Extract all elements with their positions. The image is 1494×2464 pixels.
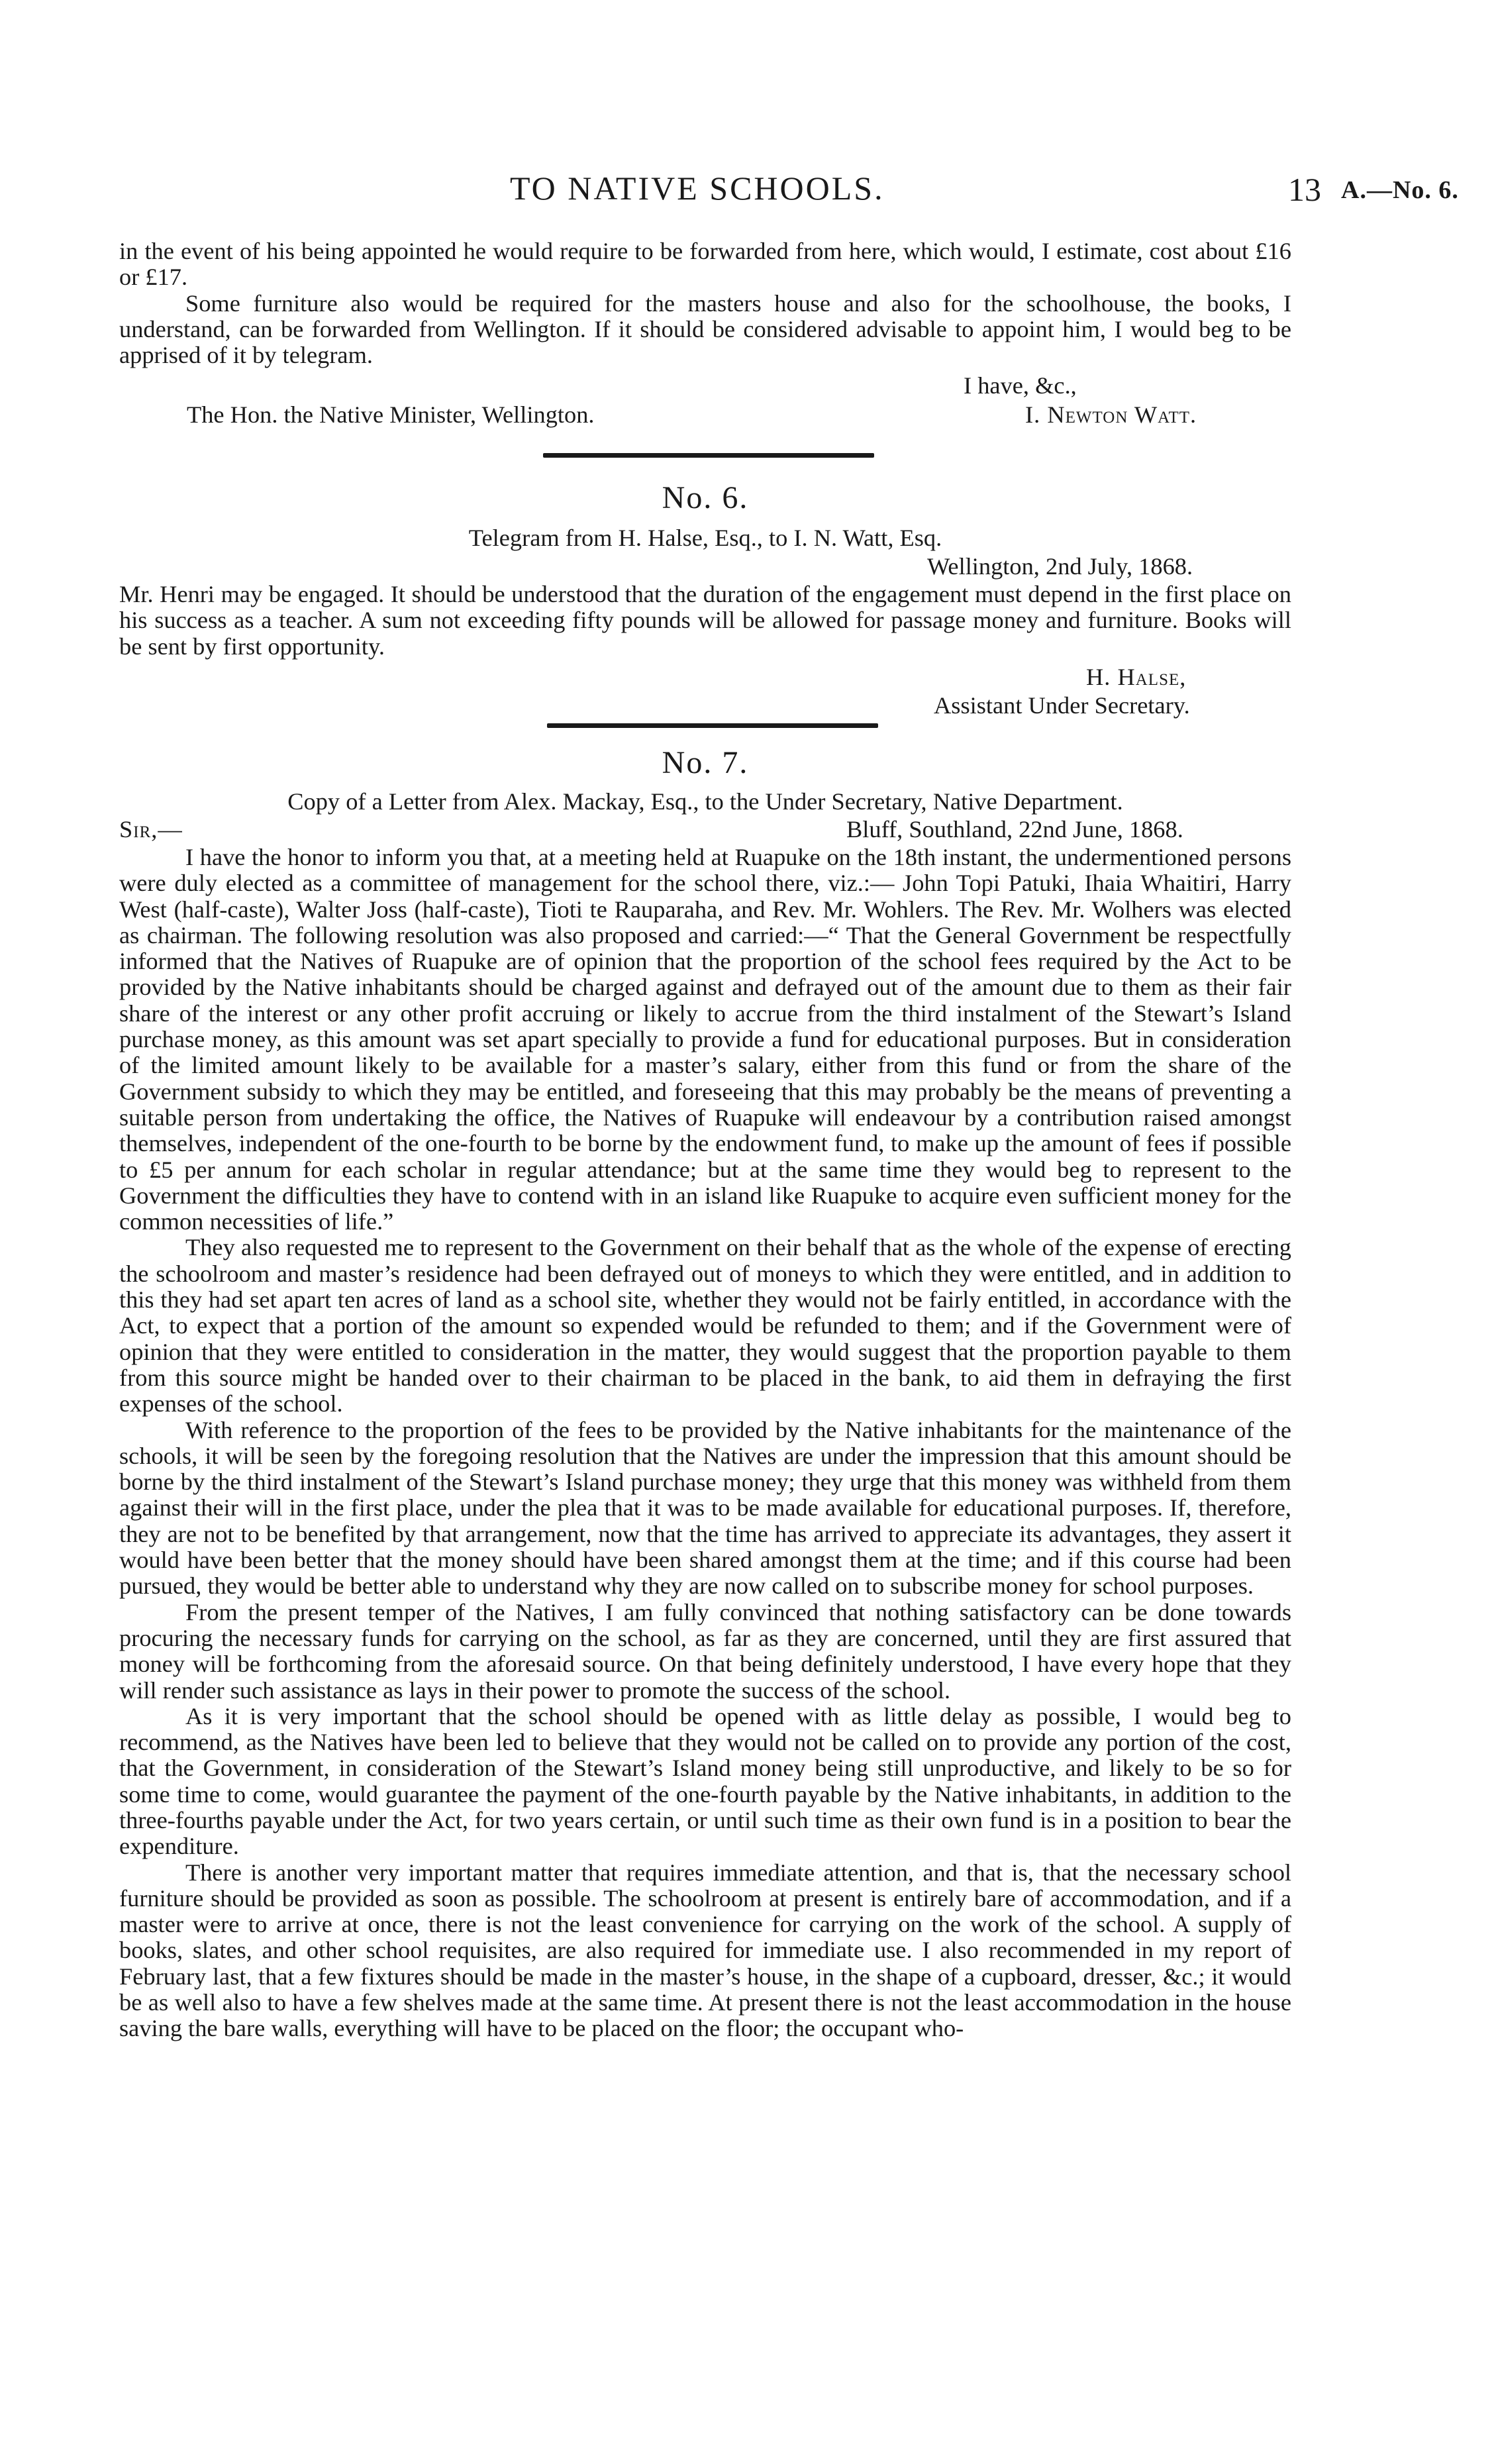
no6-body <box>119 582 1291 660</box>
no6-signature: H. Halse, <box>1086 664 1187 690</box>
no6-heading: No. 6. <box>662 480 749 515</box>
no7-dateline: Bluff, Southland, 22nd June, 1868. <box>846 816 1183 843</box>
no7-paragraph-2: They also requested me to represent to the Government on their behalf that as the whole of the expense of erecting the schoolroom and master’s residence had been defrayed out of moneys to which they were entitled, and in addition to this they had set apart ten acres of land as a school site, whether they would not be fairly entitled, in accordance with the Act, to expect that a portion of the amount so expended would be refunded to them; and if the Government were of opinion that they were entitled to consideration in the matter, they would suggest that the proportion payable to them from this source might be handed over to their chairman to be placed in the bank, to aid them in defraying the first expenses of the school. <box>119 1234 1291 1417</box>
letter5-addressee: The Hon. the Native Minister, Wellington. <box>187 401 595 428</box>
no7-subtitle-text: Copy of a Letter from Alex. Mackay, Esq., to the Under Secretary, Native Department. <box>287 788 1123 815</box>
page-number: 13 <box>1288 171 1321 208</box>
no6-subtitle-text: Telegram from H. Halse, Esq., to I. N. Watt, Esq. <box>468 525 942 551</box>
document-reference: A.—No. 6. <box>1341 176 1459 204</box>
section-divider <box>543 453 874 458</box>
no7-paragraph-5: As it is very important that the school should be opened with as little delay as possible, I would beg to recommend, as the Natives have been led to believe that they would not be called on to provide any portion of the cost, that the Government, in consideration of the Stewart’s Island money being still unproductive, and likely to be so for some time to come, would guarantee the payment of the one-fourth payable by the Native inhabitants, in addition to the three-fourths payable under the Act, for two years certain, or until such time as their own fund is in a position to bear the expenditure. <box>119 1702 1291 1860</box>
no7-salutation: Sir,— <box>119 816 183 843</box>
letter5-closing: I have, &c., <box>964 372 1077 399</box>
letter5-paragraph-2: Some furniture also would be required for the masters house and also for the schoolhouse, the books, I understand, can be forwarded from Wellington. If it should be considered advisable to appoint him, I would beg to be apprised of it by telegram. <box>119 289 1291 369</box>
no6-body-text: Mr. Henri may be engaged. It should be understood that the duration of the engagement must depend in the first place on his success as a teacher. A sum not exceeding fifty pounds will be allowed for passage money and furniture. Books will be sent by first opportunity. <box>119 581 1291 660</box>
letter5-signature: I. Newton Watt. <box>1025 401 1197 428</box>
header-title: TO NATIVE SCHOOLS. <box>510 170 885 207</box>
no6-subtitle <box>119 525 1291 551</box>
no7-paragraph-1: I have the honor to inform you that, at a meeting held at Ruapuke on the 18th instant, the undermentioned persons were duly elected as a committee of management for the school there, viz.:— John Topi Patuki, Ihaia Whaitiri, Harry West (half-caste), Walter Joss (half-caste), Tioti te Rauparaha, and Rev. Mr. Wohlers. The Rev. Mr. Wolhers was elected as chairman. The following resolution was also proposed and carried:—“ That the General Government be respectfully informed that the Natives of Ruapuke are of opinion that the proportion of the school fees required by the Act to be provided by the Native inhabitants should be charged against and defrayed out of the amount due to them as their fair share of the interest or any other profit accruing or likely to accrue from the third instalment of the Stewart’s Island purchase money, as this amount was set apart specially to provide a fund for educational purposes. But in consideration of the limited amount likely to be available for a master’s salary, either from this fund or from the share of the Government subsidy to which they may be entitled, and foreseeing that this may probably be the means of preventing a suitable person from undertaking the office, the Natives of Ruapuke will endeavour by a contribution raised amongst themselves, independent of the one-fourth to be borne by the endowment fund, to make up the amount of fees if possible to £5 per annum for each scholar in regular attendance; but at the same time they would beg to represent to the Government the difficulties they have to contend with in an island like Ruapuke to acquire even sufficient money for the common necessities of life.” <box>119 844 1291 1235</box>
no7-heading: No. 7. <box>662 745 749 780</box>
no7-paragraph-3: With reference to the proportion of the fees to be provided by the Native inhabitants for the maintenance of the schools, it will be seen by the foregoing resolution that the Natives are under the impression that this amount should be borne by the third instalment of the Stewart’s Island purchase money; they urge that this money was withheld from them against their will in the first place, under the plea that it was to be made available for educational purposes. If, therefore, they are not to be benefited by that arrangement, now that the time has arrived to appreciate its advantages, they assert it would have been better that the money should have been shared amongst them at the time; and if this course had been pursued, they would be better able to understand why they are now called on to subscribe money for school purposes. <box>119 1416 1291 1600</box>
letter5-paragraph-1: in the event of his being appointed he would require to be forwarded from here, which would, I estimate, cost about £16 or £17. <box>119 238 1291 291</box>
running-header <box>0 169 1494 215</box>
letter5-continuation <box>119 238 1291 368</box>
no7-paragraph-6: There is another very important matter that requires immediate attention, and that is, that the necessary school furniture should be provided as soon as possible. The schoolroom at present is entirely bare of accommodation, and if a master were to arrive at once, there is not the least convenience for carrying on the work of the school. A supply of books, slates, and other school requisites, are also required for immediate use. I also recommended in my report of February last, that a few fixtures should be made in the master’s house, in the shape of a cupboard, dresser, &c.; it would be as well also to have a few shelves made at the same time. At present there is not the least accommodation in the house saving the bare walls, everything will have to be placed on the floor; the occupant who- <box>119 1859 1291 2042</box>
no6-signature-title: Assistant Under Secretary. <box>934 692 1190 719</box>
no7-body <box>119 845 1291 2042</box>
no7-paragraph-4: From the present temper of the Natives, I am fully convinced that nothing satisfactory can be done towards procuring the necessary funds for carrying on the school, as far as they are concerned, until they are first assured that money will be forthcoming from the aforesaid source. On that being definitely understood, I have every hope that they will render such assistance as lays in their power to promote the success of the school. <box>119 1598 1291 1704</box>
no7-subtitle <box>119 788 1291 815</box>
section-divider <box>547 723 878 728</box>
no6-dateline: Wellington, 2nd July, 1868. <box>927 553 1193 580</box>
